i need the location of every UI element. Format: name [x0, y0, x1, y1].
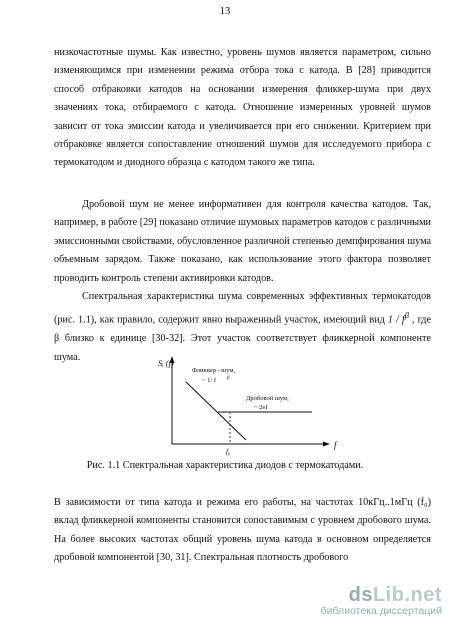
- figure-spectral-characteristic: [150, 352, 350, 460]
- watermark-logo: [302, 584, 442, 607]
- paragraph-2: Дробовой шум не менее информативен для контроля качества катодов. Так, например, в работе [29] показано отличие шумовых параметров катодов с различными эмиссионными свойствами, обусловленное различной степенью демпфирования шума объемным зарядом. Также показано, как использование этого фактора позволяет проводить контроль степени активировки катодов.: [54, 199, 431, 284]
- watermark-logo-left: ds: [348, 584, 373, 606]
- page-number: 13: [219, 6, 231, 17]
- watermark-logo-right: Lib.net: [372, 584, 442, 606]
- flicker-noise-line: [186, 382, 246, 440]
- shot-noise-label: Дробовой шум,: [246, 395, 289, 402]
- flicker-noise-label: Фликкер - шум,: [192, 367, 236, 374]
- x-axis-label: f: [334, 440, 337, 450]
- figure-graph: [150, 352, 350, 460]
- inline-formula-exponent: β: [404, 310, 409, 321]
- figure-caption: Рис. 1.1 Спектральная характеристика диодов с термокатодами.: [86, 460, 364, 471]
- watermark-subtitle: библиотека диссертаций: [320, 605, 442, 617]
- flicker-noise-exponent: β: [227, 376, 230, 381]
- paragraph-3-text-after: , где β близко к единице [30-32]. Этот участок соответствует фликкерной компоненте шума.: [54, 314, 431, 363]
- inline-formula: 1 / f: [387, 314, 405, 326]
- shot-noise-formula: ~ 2eI: [254, 404, 268, 411]
- paragraph-4: В зависимости от типа катода и режима его работы, на частотах 10кГц..1мГц (f₀) вклад фликкерной компоненты становится сопоставимым с уровнем дробового шума. На более высоких частотах общий уровень шума катода в основном определяется дробовой компонентой [30, 31]. Спектральная плотность дробового: [54, 497, 431, 564]
- paragraph-1: низкочастотные шумы. Как известно, уровень шумов является параметром, сильно изменяющимся при изменении режима отбора тока с катода. В [28] приводится способ отбраковки катодов на основании измерения фликкер-шума при двух значениях тока, отбираемого с катода. Отношение измеренных уровней шумов зависит от тока эмиссии катода и увеличивается при его снижении. Критерием при отбраковке является сопоставление отношений шумов для исследуемого прибора с термокатодом и диодного образца с катодом такого же типа.: [54, 47, 431, 169]
- y-axis-label: Sᵢ (f): [158, 358, 174, 368]
- watermark: [302, 584, 442, 617]
- paragraph-3-text-before: Спектральная характеристика шума современных эффективных термокатодов (рис. 1.1), как правило, содержит явно выраженный участок, имеющий вид: [54, 291, 431, 326]
- x-axis-arrow: [323, 442, 330, 447]
- flicker-noise-formula: ~ 1/ f: [202, 377, 216, 384]
- f0-label: f₀: [226, 448, 231, 456]
